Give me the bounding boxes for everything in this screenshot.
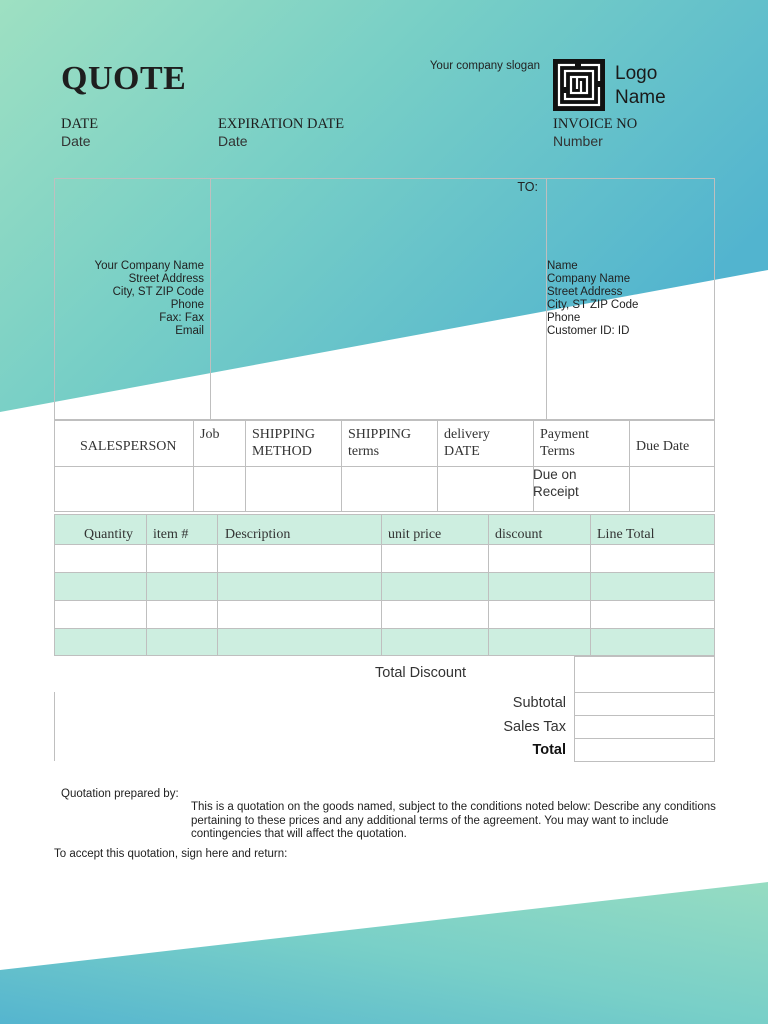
date-field — [61, 116, 98, 149]
header-delivery-date-line1: delivery — [444, 427, 490, 442]
to-address — [547, 260, 712, 338]
date-label: DATE — [61, 116, 99, 132]
expiration-date-label: EXPIRATION DATE — [218, 116, 345, 132]
header-payment-terms-line2: Terms — [540, 444, 575, 459]
conditions-text — [191, 801, 721, 842]
to-label: TO: — [517, 180, 538, 194]
items-col-divider — [590, 514, 591, 656]
to-street-address: Street Address — [547, 286, 623, 298]
to-name: Name — [547, 260, 578, 272]
header-shipping-method — [252, 426, 315, 460]
header-payment-terms — [540, 426, 589, 460]
page-title: QUOTE — [61, 60, 187, 97]
job-col-divider — [437, 420, 438, 512]
header-shipping-terms — [348, 426, 411, 460]
invoice-number-label: INVOICE NO — [553, 116, 638, 132]
logo-name — [615, 62, 666, 110]
header-unit-price: unit price — [388, 527, 442, 542]
header-shipping-method-line1: SHIPPING — [252, 427, 316, 442]
from-phone: Phone — [170, 299, 204, 311]
job-col-divider — [629, 420, 630, 512]
items-col-divider — [217, 514, 218, 656]
from-address — [60, 260, 204, 338]
to-customer-id: Customer ID: ID — [547, 325, 630, 337]
sales-tax-box — [574, 715, 715, 739]
prepared-by-label: Quotation prepared by: — [61, 788, 179, 800]
payment-terms-value-line1: Due on — [533, 467, 577, 482]
invoice-number-field — [553, 116, 637, 149]
to-company-name: Company Name — [547, 273, 631, 285]
bottom-gradient-band — [0, 882, 768, 1024]
from-email: Email — [175, 325, 204, 337]
header-due-date: Due Date — [636, 439, 690, 454]
header-payment-terms-line1: Payment — [540, 427, 589, 442]
total-discount-label: Total Discount — [375, 665, 467, 681]
expiration-date-field — [218, 116, 344, 149]
address-divider-left — [210, 178, 211, 420]
sales-tax-label: Sales Tax — [503, 719, 566, 735]
from-street-address: Street Address — [128, 273, 204, 285]
total-label: Total — [532, 742, 566, 758]
conditions-line-3: contingencies that will affect the quotation. — [191, 828, 407, 840]
from-city-state-zip: City, ST ZIP Code — [112, 286, 204, 298]
company-slogan: Your company slogan — [429, 60, 540, 72]
total-box — [574, 738, 715, 762]
subtotal-label: Subtotal — [512, 695, 566, 711]
total-discount-box — [574, 656, 715, 693]
header-salesperson: SALESPERSON — [80, 439, 177, 454]
items-row-divider — [54, 628, 715, 629]
header-line-total: Line Total — [597, 527, 655, 542]
items-row-divider — [54, 544, 715, 545]
job-table-row-divider — [54, 466, 715, 467]
job-col-divider — [341, 420, 342, 512]
totals-left-border — [54, 692, 55, 761]
accept-instructions: To accept this quotation, sign here and return: — [54, 848, 288, 860]
to-city-state-zip: City, ST ZIP Code — [547, 299, 639, 311]
conditions-line-2: pertaining to these prices and any additional terms of the agreement. You may want to include — [191, 814, 669, 827]
items-col-divider — [146, 514, 147, 656]
subtotal-box — [574, 692, 715, 716]
items-row-divider — [54, 600, 715, 601]
header-shipping-terms-line1: SHIPPING — [348, 427, 412, 442]
items-row-divider — [54, 572, 715, 573]
header-discount: discount — [495, 527, 543, 542]
header-quantity: Quantity — [84, 527, 133, 542]
invoice-number-value: Number — [553, 133, 603, 149]
logo-line-2: Name — [615, 87, 666, 108]
header-job: Job — [200, 427, 220, 442]
payment-terms-value — [533, 467, 579, 500]
maze-logo-icon — [553, 59, 605, 111]
logo-line-1: Logo — [615, 63, 658, 84]
header-shipping-method-line2: METHOD — [252, 444, 312, 459]
header-delivery-date — [444, 426, 490, 460]
header-shipping-terms-line2: terms — [348, 444, 380, 459]
items-col-divider — [488, 514, 489, 656]
from-fax: Fax: Fax — [159, 312, 204, 324]
expiration-date-value: Date — [218, 133, 248, 149]
items-col-divider — [381, 514, 382, 656]
header-description: Description — [225, 527, 291, 542]
job-col-divider — [245, 420, 246, 512]
header-item-number: item # — [153, 527, 189, 542]
header-delivery-date-line2: DATE — [444, 444, 480, 459]
from-company-name: Your Company Name — [94, 260, 204, 272]
job-col-divider — [193, 420, 194, 512]
date-value: Date — [61, 133, 91, 149]
to-phone: Phone — [547, 312, 581, 324]
conditions-line-1: This is a quotation on the goods named, subject to the conditions noted below: Describe any conditions — [191, 801, 716, 813]
payment-terms-value-line2: Receipt — [533, 483, 579, 499]
